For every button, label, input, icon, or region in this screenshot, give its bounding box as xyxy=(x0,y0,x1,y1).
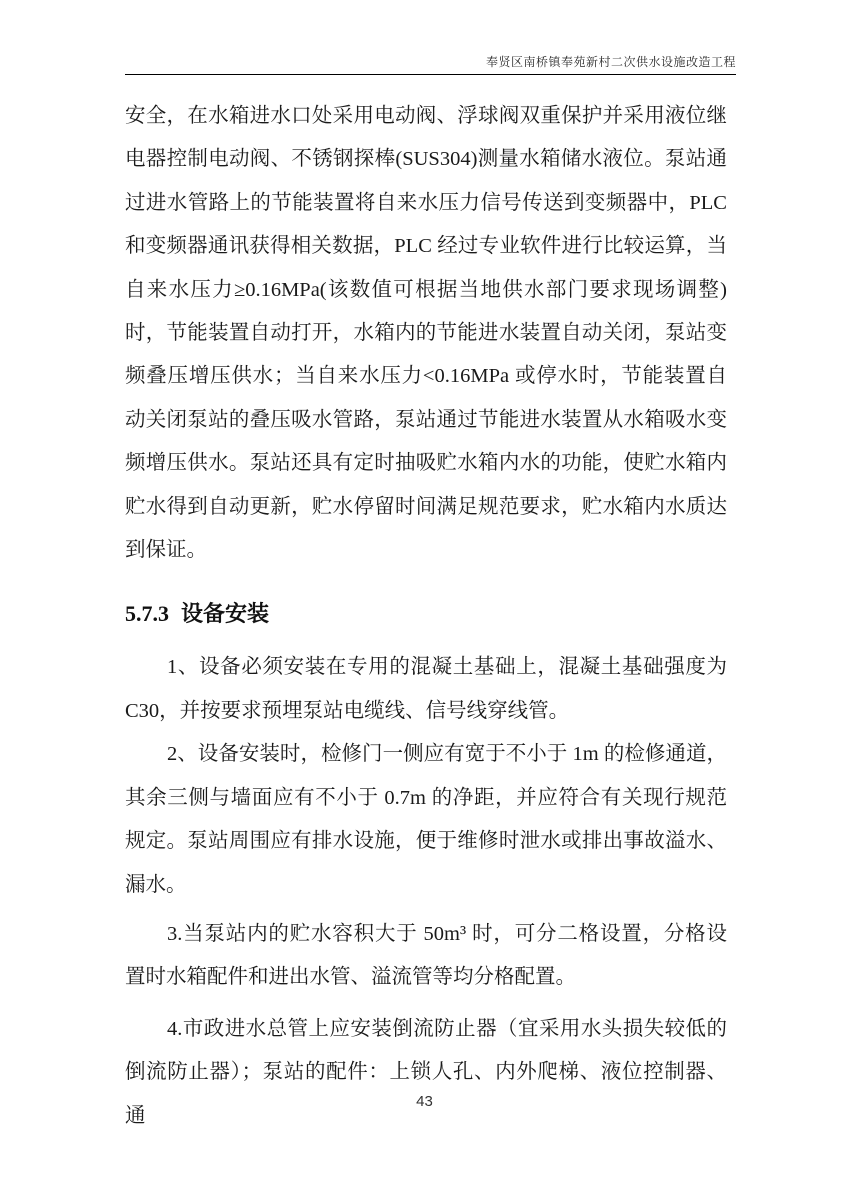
page-footer xyxy=(0,1093,849,1110)
intro-paragraph: 安全，在水箱进水口处采用电动阀、浮球阀双重保护并采用液位继电器控制电动阀、不锈钢探棒(SUS304)测量水箱储水液位。泵站通过进水管路上的节能装置将自来水压力信号传送到变频器中，PLC 和变频器通讯获得相关数据，PLC 经过专业软件进行比较运算，当自来水压力≥0.16MPa(该数值可根据当地供水部门要求现场调整)时，节能装置自动打开，水箱内的节能进水装置自动关闭，泵站变频叠压增压供水；当自来水压力<0.16MPa 或停水时，节能装置自动关闭泵站的叠压吸水管路，泵站通过节能进水装置从水箱吸水变频增压供水。泵站还具有定时抽吸贮水箱内水的功能，使贮水箱内贮水得到自动更新，贮水停留时间满足规范要求，贮水箱内水质达到保证。 xyxy=(125,105,727,562)
page-number: 43 xyxy=(416,1093,433,1110)
section-heading xyxy=(125,592,727,636)
paragraph-2: 2、设备安装时，检修门一侧应有宽于不小于 1m 的检修通道，其余三侧与墙面应有不小于 0.7m 的净距，并应符合有关现行规范规定。泵站周围应有排水设施，便于维修时泄水或排出事故溢水、漏水。 xyxy=(125,743,727,896)
paragraph-4: 4.市政进水总管上应安装倒流防止器（宜采用水头损失较低的倒流防止器）；泵站的配件：上锁人孔、内外爬梯、液位控制器、通 xyxy=(125,1017,727,1127)
paragraph-1: 1、设备必须安装在专用的混凝土基础上，混凝土基础强度为C30，并按要求预埋泵站电缆线、信号线穿线管。 xyxy=(125,656,727,722)
section-title: 设备安装 xyxy=(181,601,270,627)
paragraph-3: 3.当泵站内的贮水容积大于 50m³ 时，可分二格设置，分格设置时水箱配件和进出水管、溢流管等均分格配置。 xyxy=(125,922,727,989)
page-header xyxy=(125,53,736,75)
document-body xyxy=(125,95,727,1138)
section-number: 5.7.3 xyxy=(125,601,169,627)
header-title: 奉贤区南桥镇奉苑新村二次供水设施改造工程 xyxy=(485,55,736,69)
